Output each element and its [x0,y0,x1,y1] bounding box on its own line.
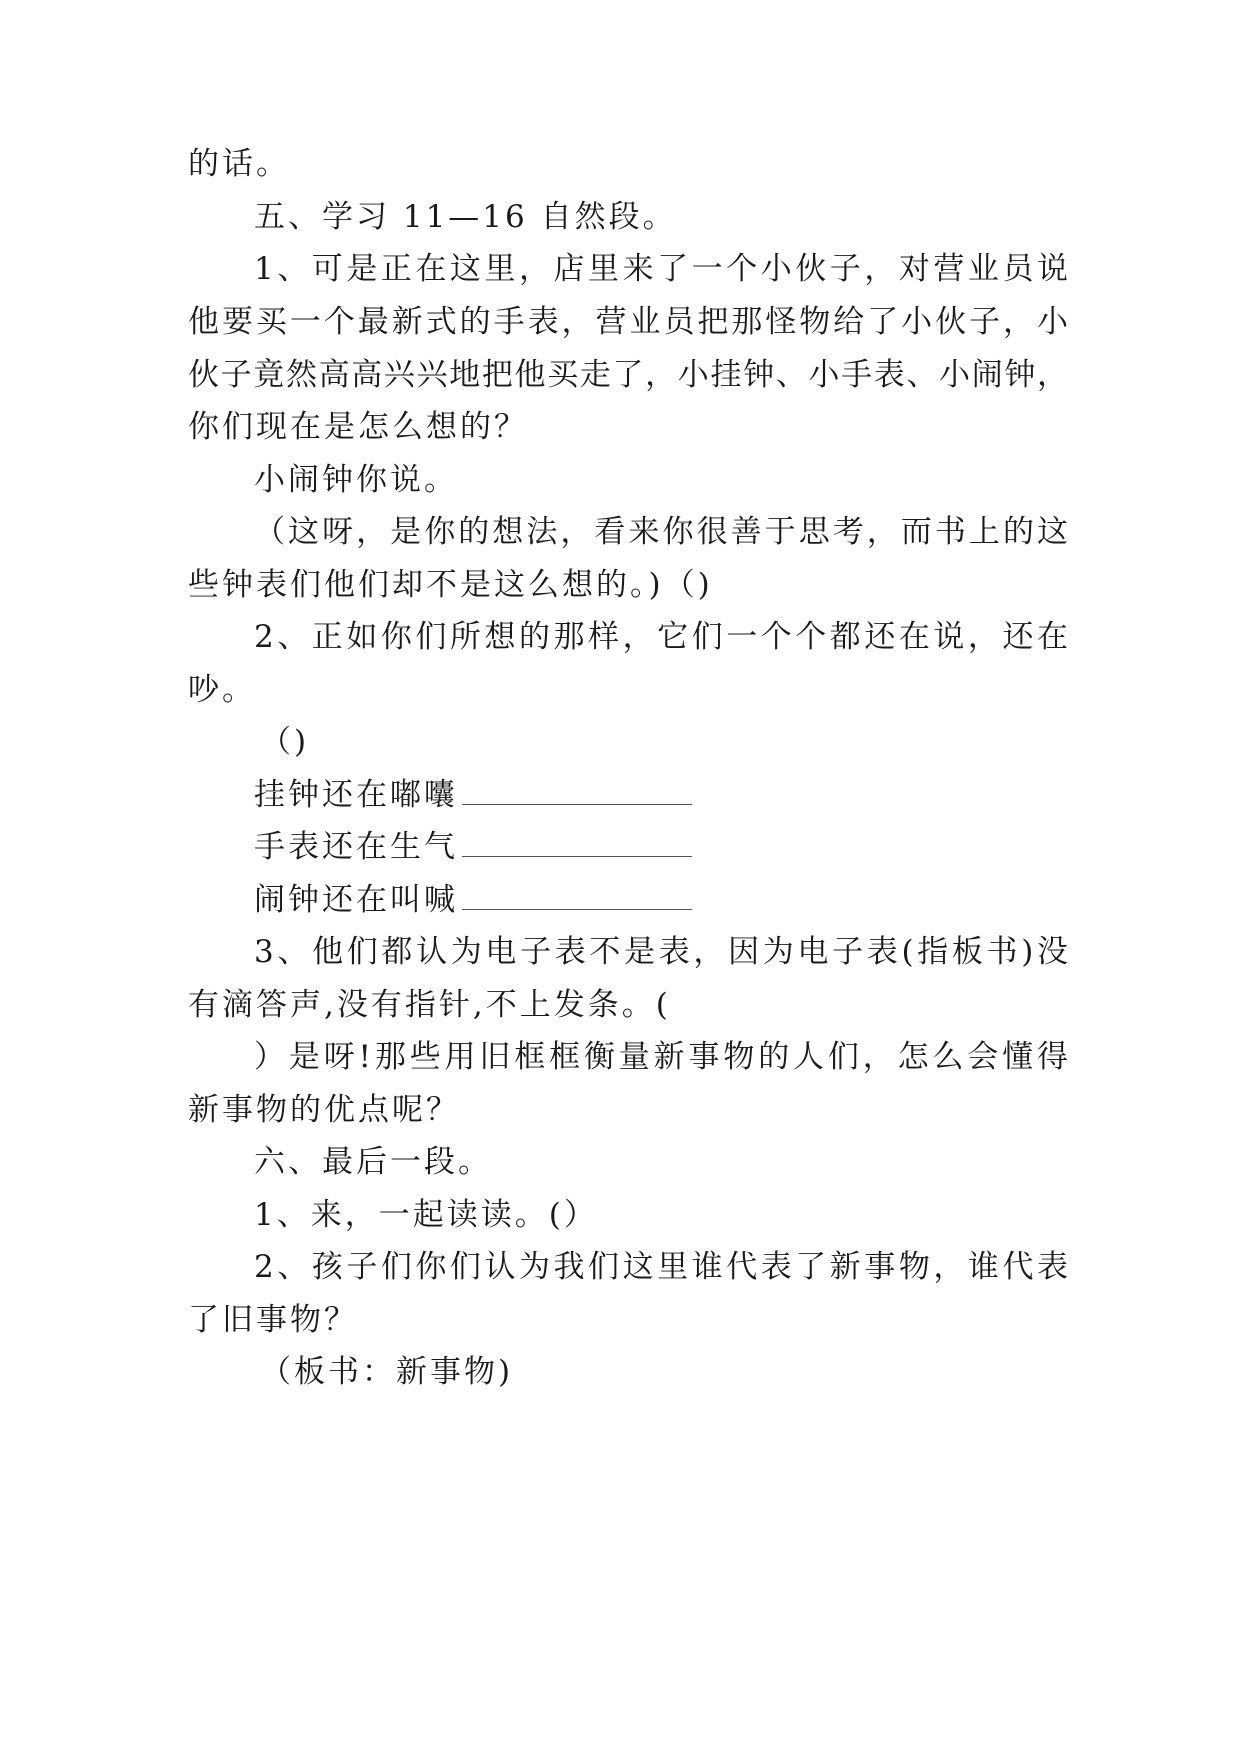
fill-in-label: 闹钟还在叫喊 [254,882,458,918]
fill-in-line [254,775,1068,815]
text-line: （板书：新事物) [260,1354,514,1390]
text-line: （这呀，是你的想法，看来你很善于思考，而书上的这 [254,514,1068,550]
text-line: 1、可是正在这里，店里来了一个小伙子，对营业员说 [254,251,1068,287]
text-line: 他要买一个最新式的手表，营业员把那怪物给了小伙子，小 [188,304,1068,340]
answer-blank[interactable] [462,881,692,910]
text-line: 你们现在是怎么想的？ [188,409,528,445]
text-line: 3、他们都认为电子表不是表，因为电子表(指板书)没 [254,934,1068,970]
answer-blank[interactable] [462,828,692,857]
text-line: 些钟表们他们却不是这么想的。)（) [188,567,713,603]
text-line: ）是呀!那些用旧框框衡量新事物的人们，怎么会懂得 [254,1039,1068,1075]
answer-blank[interactable] [462,776,692,805]
text-line: 有滴答声,没有指针,不上发条。( [188,987,671,1023]
fill-in-label: 手表还在生气 [254,829,458,865]
fill-in-line [254,827,1068,867]
section-heading: 五、学习 11—16 自然段。 [254,199,677,235]
text-line: 新事物的优点呢？ [188,1092,460,1128]
text-line: 2、正如你们所想的那样，它们一个个都还在说，还在 [254,619,1068,655]
text-line: 伙子竟然高高兴兴地把他买走了，小挂钟、小手表、小闹钟， [188,357,1068,393]
text-line: 的话。 [188,146,290,182]
fill-in-line [254,880,1068,920]
text-line: （) [260,724,310,760]
text-line: 了旧事物？ [188,1302,358,1338]
fill-in-label: 挂钟还在嘟囔 [254,777,458,813]
text-line: 2、孩子们你们认为我们这里谁代表了新事物，谁代表 [254,1249,1068,1285]
section-heading: 六、最后一段。 [254,1144,492,1180]
text-line: 小闹钟你说。 [254,462,458,498]
text-line: 吵。 [188,672,256,708]
text-line: 1、来，一起读读。(） [254,1197,598,1233]
